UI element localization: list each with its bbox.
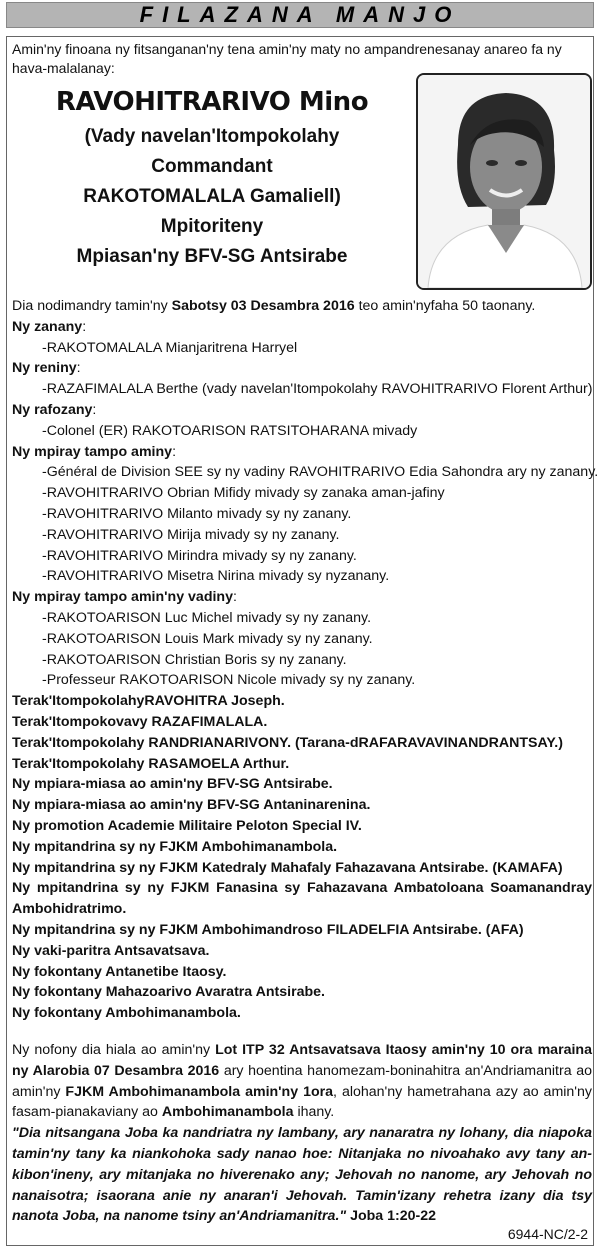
family-label: Ny rafozany:: [12, 401, 97, 418]
family-member: -Colonel (ER) RAKOTOARISON RATSITOHARANA mivady: [42, 422, 418, 439]
death-line: Dia nodimandry tamin'ny Sabotsy 03 Desambra 2016 teo amin'nyfaha 50 taonany.: [12, 298, 536, 314]
relation-line: Ny promotion Academie Militaire Peloton Special IV.: [12, 817, 362, 834]
relation-line: Ny vaki-paritra Antsavatsava.: [12, 942, 210, 959]
relation-line: Terak'Itompokolahy RASAMOELA Arthur.: [12, 755, 290, 772]
relation-line: Ny mpitandrina sy ny FJKM Fanasina sy Fahazavana Ambatoloana Soamanandray Ambohidratrimo.: [12, 880, 592, 918]
verse-reference: Joba 1:20-22: [350, 1208, 437, 1225]
family-member: -RAKOTOARISON Louis Mark mivady sy ny zanany.: [42, 630, 373, 647]
deceased-block: [12, 82, 412, 272]
deceased-line: Commandant: [151, 156, 273, 177]
relation-line: Terak'Itompokolahy RANDRIANARIVONY. (Tarana-dRAFARAVAVINANDRANTSAY.): [12, 734, 563, 751]
relation-line: Ny mpitandrina sy ny FJKM Ambohimandroso FILADELFIA Antsirabe. (AFA): [12, 921, 524, 938]
relation-line: Ny mpiara-miasa ao amin'ny BFV-SG Antsirabe.: [12, 776, 333, 793]
death-date: Sabotsy 03 Desambra 2016: [171, 298, 355, 314]
family-member: -RAVOHITRARIVO Milanto mivady sy ny zanany.: [42, 505, 352, 522]
relation-line: Ny mpitandrina sy ny FJKM Ambohimanambola.: [12, 838, 338, 855]
family-member: -RAKOTOARISON Luc Michel mivady sy ny zanany.: [42, 609, 372, 626]
relation-line: Ny fokontany Antanetibe Itaosy.: [12, 963, 227, 980]
relation-line: Terak'Itompokovavy RAZAFIMALALA.: [12, 713, 268, 730]
relation-line: Ny fokontany Ambohimanambola.: [12, 1005, 241, 1022]
family-member: -RAKOTOARISON Christian Boris sy ny zanany.: [42, 651, 347, 668]
family-member: -RAVOHITRARIVO Mirindra mivady sy ny zanany.: [42, 547, 357, 564]
family-member: -Professeur RAKOTOARISON Nicole mivady sy ny zanany.: [42, 672, 416, 689]
relation-line: Terak'ItompokolahyRAVOHITRA Joseph.: [12, 693, 285, 710]
family-label: Ny zanany:: [12, 318, 87, 335]
deceased-line: Mpiasan'ny BFV-SG Antsirabe: [76, 246, 348, 267]
deceased-name: RAVOHITRARIVO Mino: [55, 87, 369, 117]
page-title: FILAZANA MANJO: [139, 2, 461, 27]
funeral-paragraph: Ny nofony dia hiala ao amin'ny Lot ITP 32 Antsavatsava Itaosy amin'ny 10 ora maraina ny Alarobia 07 Desambra 2016 ary hoentina hanomezam-boninahitra an'Andriamanitra ao amin'ny FJKM Ambohimanambola amin'ny 1ora, alohan'ny hametrahana azy ao amin'ny fasam-pianakaviany ao Ambohimanambola ihany. "Dia nitsangana Joba ka nandriatra ny lambany, ary nanaratra ny lohany, dia niapoka tamin'ny tany ka niankohoka sady nanao hoe: Nitanjaka no nivoahako avy tany an-kibon'ineny, ary mitanjaka no hiverenako any; Jehovah no nanome, ary Jehovah no nanaisotra; isaorana anie ny anaran'i Jehovah. Tamin'izany rehetra izany dia tsy nanota Joba, na nanome tsiny an'Andriamanitra." Joba 1:20-22: [12, 1040, 592, 1227]
deceased-line: Mpitoriteny: [160, 216, 264, 237]
family-member: -Général de Division SEE sy ny vadiny RAVOHITRARIVO Edia Sahondra ary ny zanany.: [42, 464, 599, 481]
relation-line: Ny fokontany Mahazoarivo Avaratra Antsirabe.: [12, 984, 325, 1001]
relation-line: Ny mpiara-miasa ao amin'ny BFV-SG Antaninarenina.: [12, 797, 371, 814]
family-member: -RAVOHITRARIVO Misetra Nirina mivady sy nyzanany.: [42, 568, 390, 585]
family-member: -RAVOHITRARIVO Mirija mivady sy ny zanany.: [42, 526, 340, 543]
relation-line: Ny mpitandrina sy ny FJKM Katedraly Mahafaly Fahazavana Antsirabe. (KAMAFA): [12, 859, 563, 876]
family-member: -RAKOTOMALALA Mianjaritrena Harryel: [42, 339, 298, 356]
deceased-line: RAKOTOMALALA Gamaliell): [83, 186, 341, 207]
portrait-photo: [416, 73, 592, 290]
family-member: -RAZAFIMALALA Berthe (vady navelan'Itompokolahy RAVOHITRARIVO Florent Arthur): [42, 381, 593, 398]
header-banner: [6, 2, 594, 28]
ad-reference: 6944-NC/2-2: [507, 1226, 588, 1242]
deceased-line: (Vady navelan'Itompokolahy: [84, 126, 340, 147]
family-label: Ny mpiray tampo amin'ny vadiny:: [12, 589, 237, 606]
intro-text: Amin'ny finoana ny fitsanganan'ny tena amin'ny maty no ampandrenesanay anareo fa ny hava-malalanay:: [12, 41, 562, 76]
family-member: -RAVOHITRARIVO Obrian Mifidy mivady sy zanaka aman-jafiny: [42, 485, 445, 502]
portrait-illustration: [418, 75, 590, 288]
family-label: Ny reniny:: [12, 360, 81, 377]
family-label: Ny mpiray tampo aminy:: [12, 443, 177, 460]
notice-body: [12, 296, 599, 1024]
bible-verse: "Dia nitsangana Joba ka nandriatra ny lambany, ary nanaratra ny lohany, dia niapoka tamin'ny tany ka niankohoka sady nanao hoe: Nitanjaka no nivoahako avy tany an-kibon'ineny, ary mitanjaka no hiverenako any; Jehovah no nanome, ary Jehovah no nanaisotra; isaorana anie ny anaran'i Jehovah. Tamin'izany rehetra izany dia tsy nanota Joba, na nanome tsiny an'Andriamanitra." Joba 1:20-22: [12, 1125, 592, 1225]
